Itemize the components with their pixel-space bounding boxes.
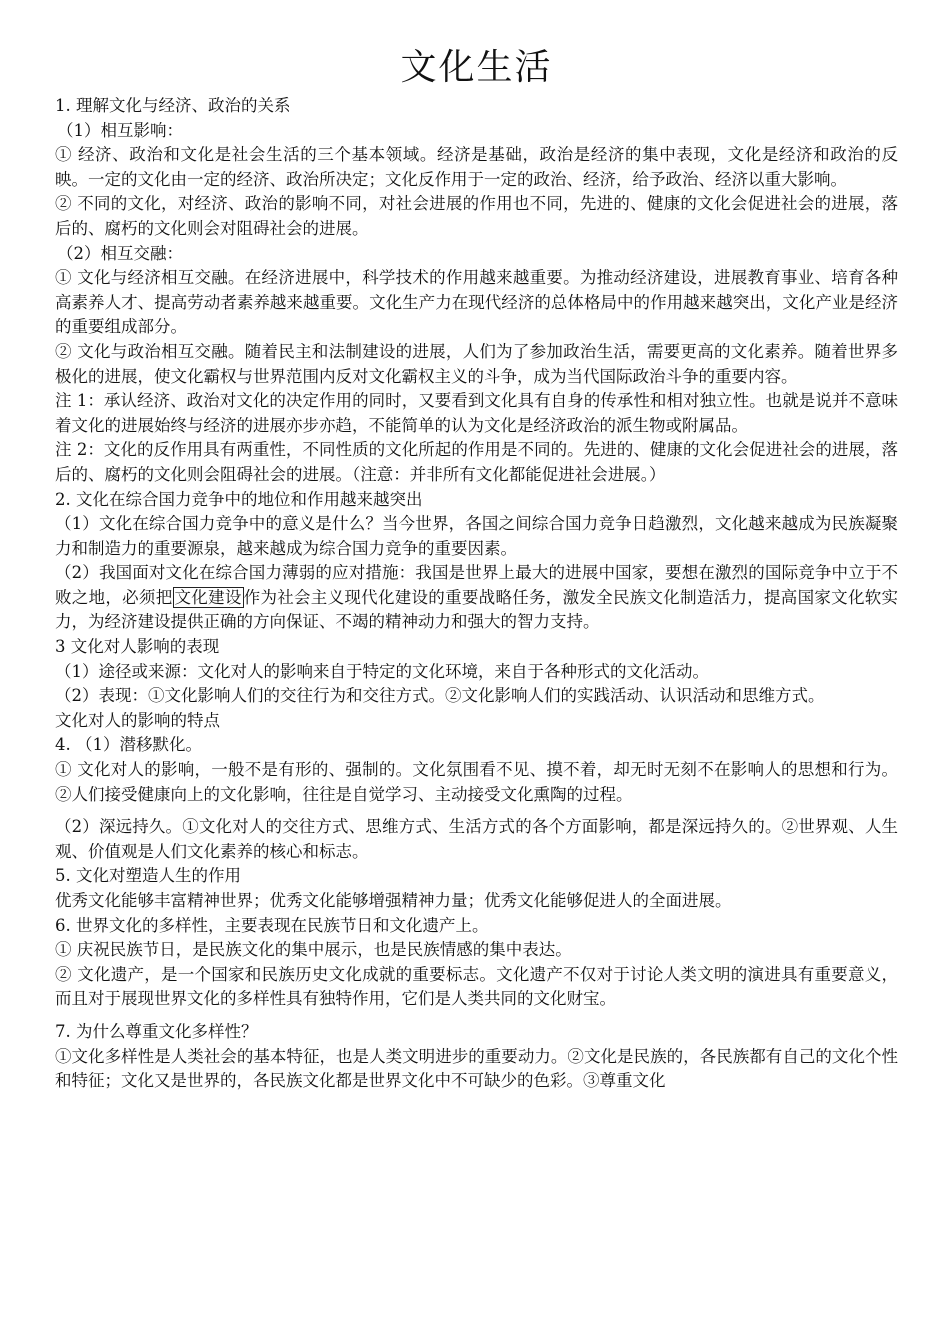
section-1-paragraph-3: ① 文化与经济相互交融。在经济进展中，科学技术的作用越来越重要。为推动经济建设，进展教育事业、培育各种高素养人才、提高劳动者素养越来越重要。文化生产力在现代经济的总体格局中的作用越来越突出，文化产业是经济的重要组成部分。 <box>55 268 898 337</box>
section-1-heading: 1. 理解文化与经济、政治的关系 <box>55 96 291 115</box>
section-2-paragraph-2-pre: （2）我国面对文化在综合国力薄弱的应对措施：我国是世界上最大的进展中国家，要想在激烈的国际竞争中立于不败之地，必须把 <box>55 563 898 607</box>
section-1-sub2: （2）相互交融： <box>57 243 183 263</box>
section-3-paragraph-1: （1）途径或来源：文化对人的影响来自于特定的文化环境，来自于各种形式的文化活动。 <box>55 661 709 681</box>
section-1-note-1: 注 1：承认经济、政治对文化的决定作用的同时，又要看到文化具有自身的传承性和相对独立性。也就是说并不意味着文化的进展始终与经济的进展亦步亦趋，不能简单的认为文化是经济政治的派生物或附属品。 <box>55 391 898 435</box>
section-4-heading: 4. （1）潜移默化。 <box>55 735 202 755</box>
page-title: 文化生活 <box>400 47 553 88</box>
section-1-paragraph-1: ① 经济、政治和文化是社会生活的三个基本领域。经济是基础，政治是经济的集中表现，文化是经济和政治的反映。一定的文化由一定的经济、政治所决定；文化反作用于一定的政治、经济，给予政治、经济以重大影响。 <box>55 145 898 189</box>
section-7-paragraph-1: ①文化多样性是人类社会的基本特征，也是人类文明进步的重要动力。②文化是民族的，各民族都有自己的文化个性和特征；文化又是世界的，各民族文化都是世界文化中不可缺少的色彩。③尊重文化 <box>55 1046 898 1091</box>
section-3-paragraph-2: （2）表现：①文化影响人们的交往行为和交往方式。②文化影响人们的实践活动、认识活动和思维方式。 <box>55 686 825 706</box>
section-3-heading: 3 文化对人影响的表现 <box>55 637 220 657</box>
spacer <box>55 1012 898 1020</box>
boxed-term: 文化建设 <box>174 587 242 607</box>
section-6-paragraph-2: ② 文化遗产，是一个国家和民族历史文化成就的重要标志。文化遗产不仅对于讨论人类文明的演进具有重要意义，而且对于展现世界文化的多样性具有独特作用，它们是人类共同的文化财宝。 <box>55 964 898 1009</box>
section-1-paragraph-2: ② 不同的文化，对经济、政治的影响不同，对社会进展的作用也不同，先进的、健康的文化会促进社会的进展，落后的、腐朽的文化则会对阻碍社会的进展。 <box>55 194 898 238</box>
section-2-paragraph-2-post: 作为社会主义现代化建设的重要战略任务，激发全民族文化制造活力，提高国家文化软实力，为经济建设提供正确的方向保证、不竭的精神动力和强大的智力支持。 <box>55 587 899 632</box>
section-1-sub1: （1）相互影响： <box>57 120 183 140</box>
section-3-paragraph-3: 文化对人的影响的特点 <box>55 710 220 730</box>
section-4-paragraph-1: ① 文化对人的影响，一般不是有形的、强制的。文化氛围看不见、摸不着，却无时无刻不在影响人的思想和行为。②人们接受健康向上的文化影响，往往是自觉学习、主动接受文化熏陶的过程。 <box>55 760 898 804</box>
spacer <box>55 807 898 815</box>
section-4-paragraph-2: （2）深远持久。①文化对人的交往方式、思维方式、生活方式的各个方面影响，都是深远持久的。②世界观、人生观、价值观是人们文化素养的核心和标志。 <box>55 817 898 861</box>
section-1-paragraph-4: ② 文化与政治相互交融。随着民主和法制建设的进展，人们为了参加政治生活，需要更高的文化素养。随着世界多极化的进展，使文化霸权与世界范围内反对文化霸权主义的斗争，成为当代国际政治斗争的重要内容。 <box>55 341 898 386</box>
section-1-note-2: 注 2：文化的反作用具有两重性，不同性质的文化所起的作用是不同的。先进的、健康的文化会促进社会的进展，落后的、腐朽的文化则会阻碍社会的进展。（注意：并非所有文化都能促进社会进展。） <box>55 440 898 484</box>
section-7-heading: 7. 为什么尊重文化多样性？ <box>55 1021 258 1041</box>
section-2-paragraph-2 <box>55 561 898 635</box>
section-6-heading: 6. 世界文化的多样性，主要表现在民族节日和文化遗产上。 <box>55 915 489 935</box>
section-2-paragraph-1: （1）文化在综合国力竞争中的意义是什么？当今世界，各国之间综合国力竞争日趋激烈，文化越来越成为民族凝聚力和制造力的重要源泉，越来越成为综合国力竞争的重要因素。 <box>55 514 898 558</box>
section-6-paragraph-1: ① 庆祝民族节日，是民族文化的集中展示，也是民族情感的集中表达。 <box>55 940 572 960</box>
section-5-paragraph-1: 优秀文化能够丰富精神世界；优秀文化能够增强精神力量；优秀文化能够促进人的全面进展。 <box>55 891 732 910</box>
section-2-heading: 2. 文化在综合国力竞争中的地位和作用越来越突出 <box>55 489 423 509</box>
section-5-heading: 5. 文化对塑造人生的作用 <box>55 866 241 886</box>
